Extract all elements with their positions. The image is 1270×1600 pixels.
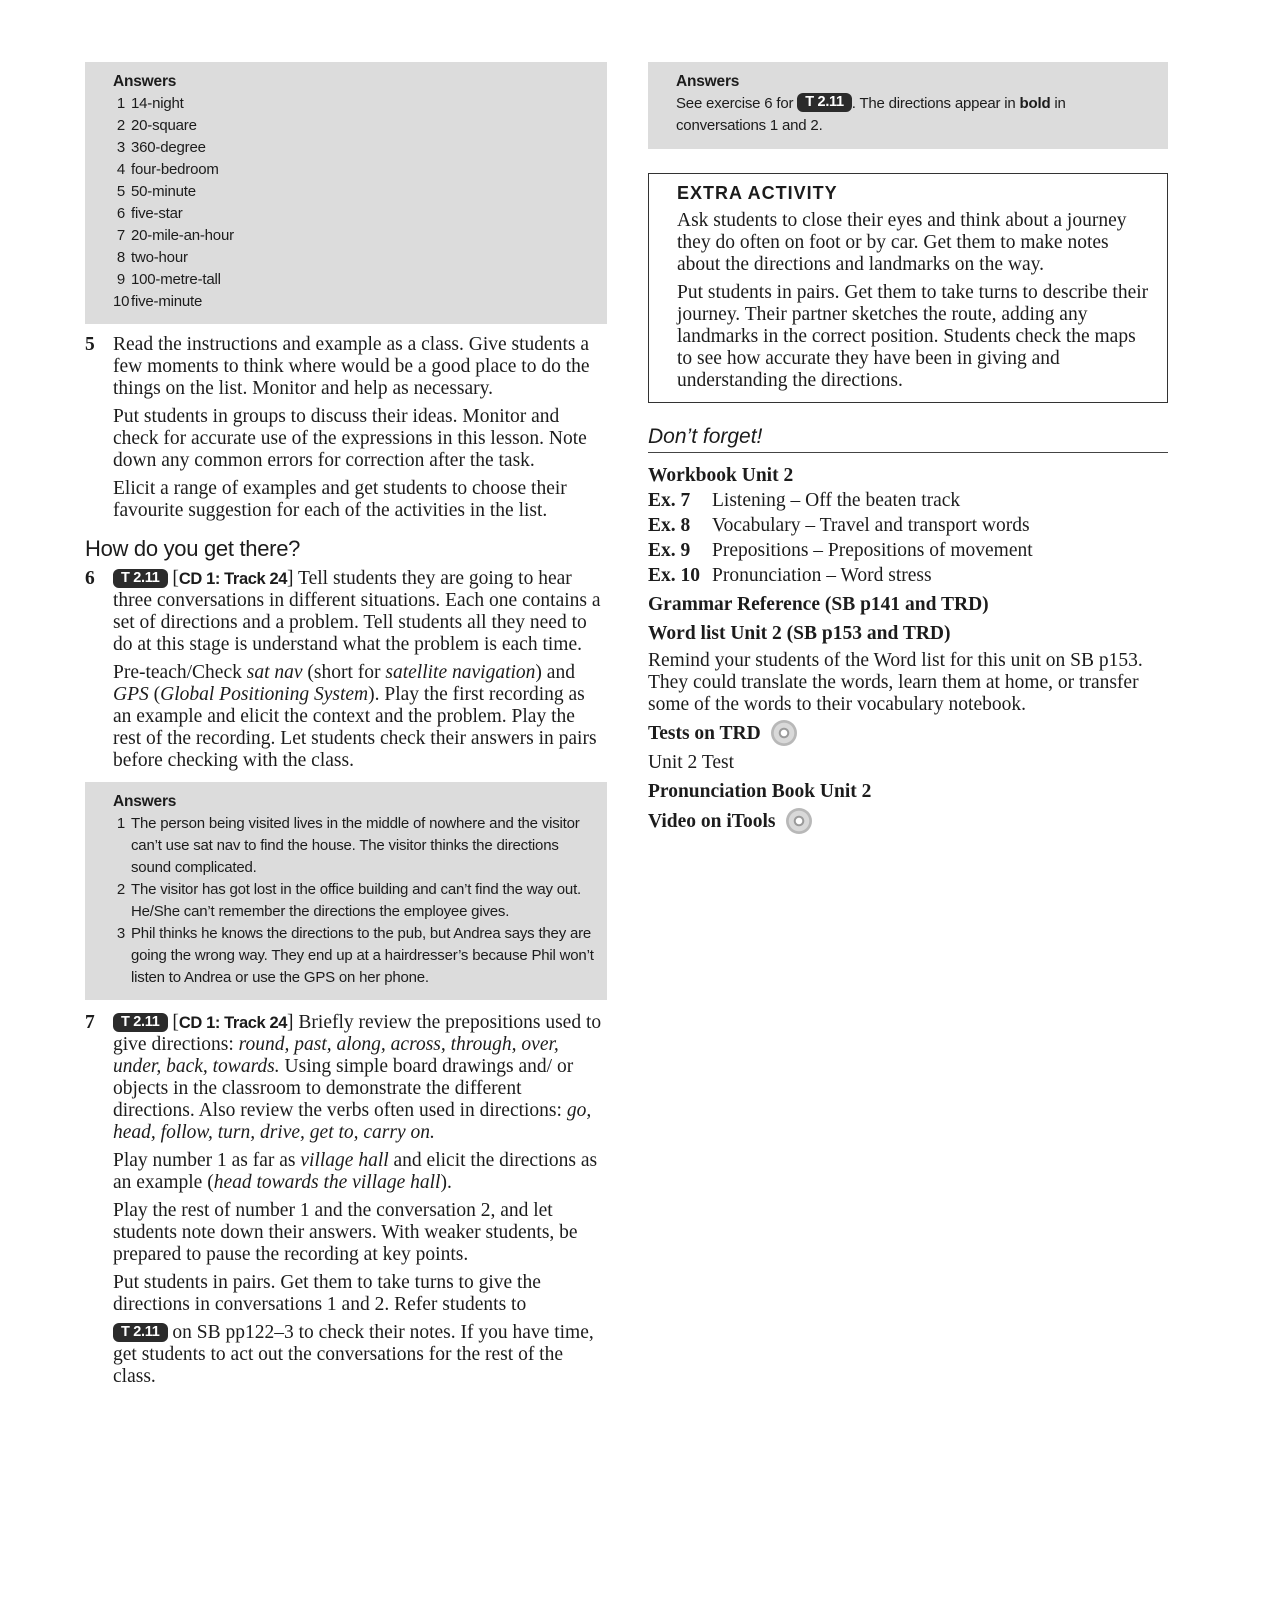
track-badge[interactable]: T 2.11 xyxy=(113,569,168,588)
exercise-number: 5 xyxy=(85,334,95,355)
track-badge[interactable]: T 2.11 xyxy=(113,1323,168,1342)
list-item: 10 five-minute xyxy=(113,293,203,310)
answers-box-2 xyxy=(85,782,607,1000)
tests-row xyxy=(648,720,1168,746)
answers-heading: Answers xyxy=(113,73,177,90)
section-heading: How do you get there? xyxy=(85,536,301,561)
exercise-5-paragraph-1: Read the instructions and example as a class. Give students a few moments to think where would be a good place to do the things on the list. Monitor and help as necessary. xyxy=(113,334,590,399)
list-item: 9 100-metre-tall xyxy=(116,271,221,288)
answers-text: See exercise 6 for T 2.11 . The directions appear in bold in conversations 1 and 2. xyxy=(676,94,1066,134)
list-item: 3 Phil thinks he knows the directions to the pub, but Andrea says they are going the wrong way. They end up at a hairdresser’s because Phil won’t listen to Andrea or use the GPS on her phone. xyxy=(116,925,594,986)
cd-track-label: CD 1: Track 24 xyxy=(178,570,288,588)
workbook-row: Ex. 9 Prepositions – Prepositions of movement xyxy=(648,540,1033,561)
word-list-title: Word list Unit 2 (SB p153 and TRD) xyxy=(648,623,951,644)
track-badge[interactable]: T 2.11 xyxy=(797,93,852,112)
exercise-6 xyxy=(85,568,607,772)
answers-box-1 xyxy=(85,62,607,324)
extra-activity-heading: EXTRA ACTIVITY xyxy=(677,183,838,203)
list-item: 1 14-night xyxy=(116,95,184,112)
exercise-5-paragraph-3: Elicit a range of examples and get students to choose their favourite suggestion for each of the activities in the list. xyxy=(113,478,567,521)
unit-test: Unit 2 Test xyxy=(648,752,735,773)
exercise-7-paragraph-5: T 2.11 on SB pp122–3 to check their notes. If you have time, get students to act out the conversations for the rest of the class. xyxy=(113,1322,594,1387)
grammar-reference: Grammar Reference (SB p141 and TRD) xyxy=(648,594,989,615)
video-label: Video on iTools xyxy=(648,811,776,832)
video-row xyxy=(648,808,1168,834)
extra-activity-paragraph-2: Put students in pairs. Get them to take turns to describe their journey. Their partner sketches the route, adding any landmarks in the correct position. Students check the maps to see how accurate they have been in giving and understanding the directions. xyxy=(677,282,1149,391)
workbook-row: Ex. 7 Listening – Off the beaten track xyxy=(648,490,961,511)
cd-disc-icon xyxy=(786,808,812,834)
answers-box-3 xyxy=(648,62,1168,149)
answers-list-2 xyxy=(113,813,595,989)
left-column xyxy=(85,62,607,1394)
dont-forget-heading: Don’t forget! xyxy=(648,425,1168,453)
extra-activity-paragraph-1: Ask students to close their eyes and think about a journey they do often on foot or by car. Get them to make notes about the directions and landmarks on the way. xyxy=(677,210,1127,275)
list-item: 1 The person being visited lives in the middle of nowhere and the visitor can’t use sat nav to find the house. The visitor thinks the directions sound complicated. xyxy=(116,815,580,876)
right-column xyxy=(648,62,1168,834)
answers-heading: Answers xyxy=(113,793,177,810)
exercise-number: 6 xyxy=(85,568,95,589)
workbook-section xyxy=(648,463,1168,646)
answers-heading: Answers xyxy=(676,73,740,90)
pronunciation-book: Pronunciation Book Unit 2 xyxy=(648,781,872,802)
exercise-6-paragraph-1: T 2.11 [CD 1: Track 24] Tell students they are going to hear three conversations in different situations. Each one contains a set of directions and a problem. Tell students all they need to do at this stage is understand what the problem is each time. xyxy=(113,568,601,655)
tests-label: Tests on TRD xyxy=(648,723,761,744)
workbook-row: Ex. 10 Pronunciation – Word stress xyxy=(648,565,932,586)
list-item: 2 20-square xyxy=(116,117,197,134)
exercise-6-paragraph-2: Pre-teach/Check sat nav (short for satellite navigation) and GPS (Global Positioning System). Play the first recording as an example and elicit the context and the problem. Play the rest of the recording. Let students check their answers in pairs before checking with the class. xyxy=(113,662,597,771)
exercise-7 xyxy=(85,1012,607,1388)
workbook-row: Ex. 8 Vocabulary – Travel and transport words xyxy=(648,515,1030,536)
list-item: 3 360-degree xyxy=(116,139,206,156)
resources-section xyxy=(648,720,1168,834)
cd-track-label: CD 1: Track 24 xyxy=(178,1014,288,1032)
workbook-title: Workbook Unit 2 xyxy=(648,465,794,486)
exercise-7-paragraph-1: T 2.11 [CD 1: Track 24] Briefly review the prepositions used to give directions: round, past, along, across, through, over, under, back, towards. Using simple board drawings and/ or objects in the classroom to demonstrate the different directions. Also review the verbs often used in directions: go, head, follow, turn, drive, get to, carry on. xyxy=(113,1012,602,1143)
exercise-number: 7 xyxy=(85,1012,95,1033)
exercise-7-paragraph-2: Play number 1 as far as village hall and elicit the directions as an example (head towards the village hall). xyxy=(113,1150,598,1193)
cd-disc-icon xyxy=(771,720,797,746)
word-list-text: Remind your students of the Word list for this unit on SB p153. They could translate the words, learn them at home, or transfer some of the words to their vocabulary notebook. xyxy=(648,650,1143,715)
list-item: 7 20-mile-an-hour xyxy=(116,227,234,244)
exercise-7-paragraph-3: Play the rest of number 1 and the conversation 2, and let students note down their answers. With weaker students, be prepared to pause the recording at key points. xyxy=(113,1200,578,1265)
exercise-5 xyxy=(85,334,607,522)
exercise-5-paragraph-2: Put students in groups to discuss their ideas. Monitor and check for accurate use of the expressions in this lesson. Note down any common errors for correction after the task. xyxy=(113,406,587,471)
list-item: 2 The visitor has got lost in the office building and can’t find the way out. He/She can’t remember the directions the employee gives. xyxy=(116,881,582,920)
list-item: 4 four-bedroom xyxy=(116,161,219,178)
exercise-7-paragraph-4: Put students in pairs. Get them to take turns to give the directions in conversations 1 and 2. Refer students to xyxy=(113,1272,541,1315)
list-item: 6 five-star xyxy=(116,205,183,222)
track-badge[interactable]: T 2.11 xyxy=(113,1013,168,1032)
extra-activity-box xyxy=(648,173,1168,403)
answers-list-1 xyxy=(113,93,595,313)
list-item: 5 50-minute xyxy=(116,183,196,200)
list-item: 8 two-hour xyxy=(116,249,188,266)
